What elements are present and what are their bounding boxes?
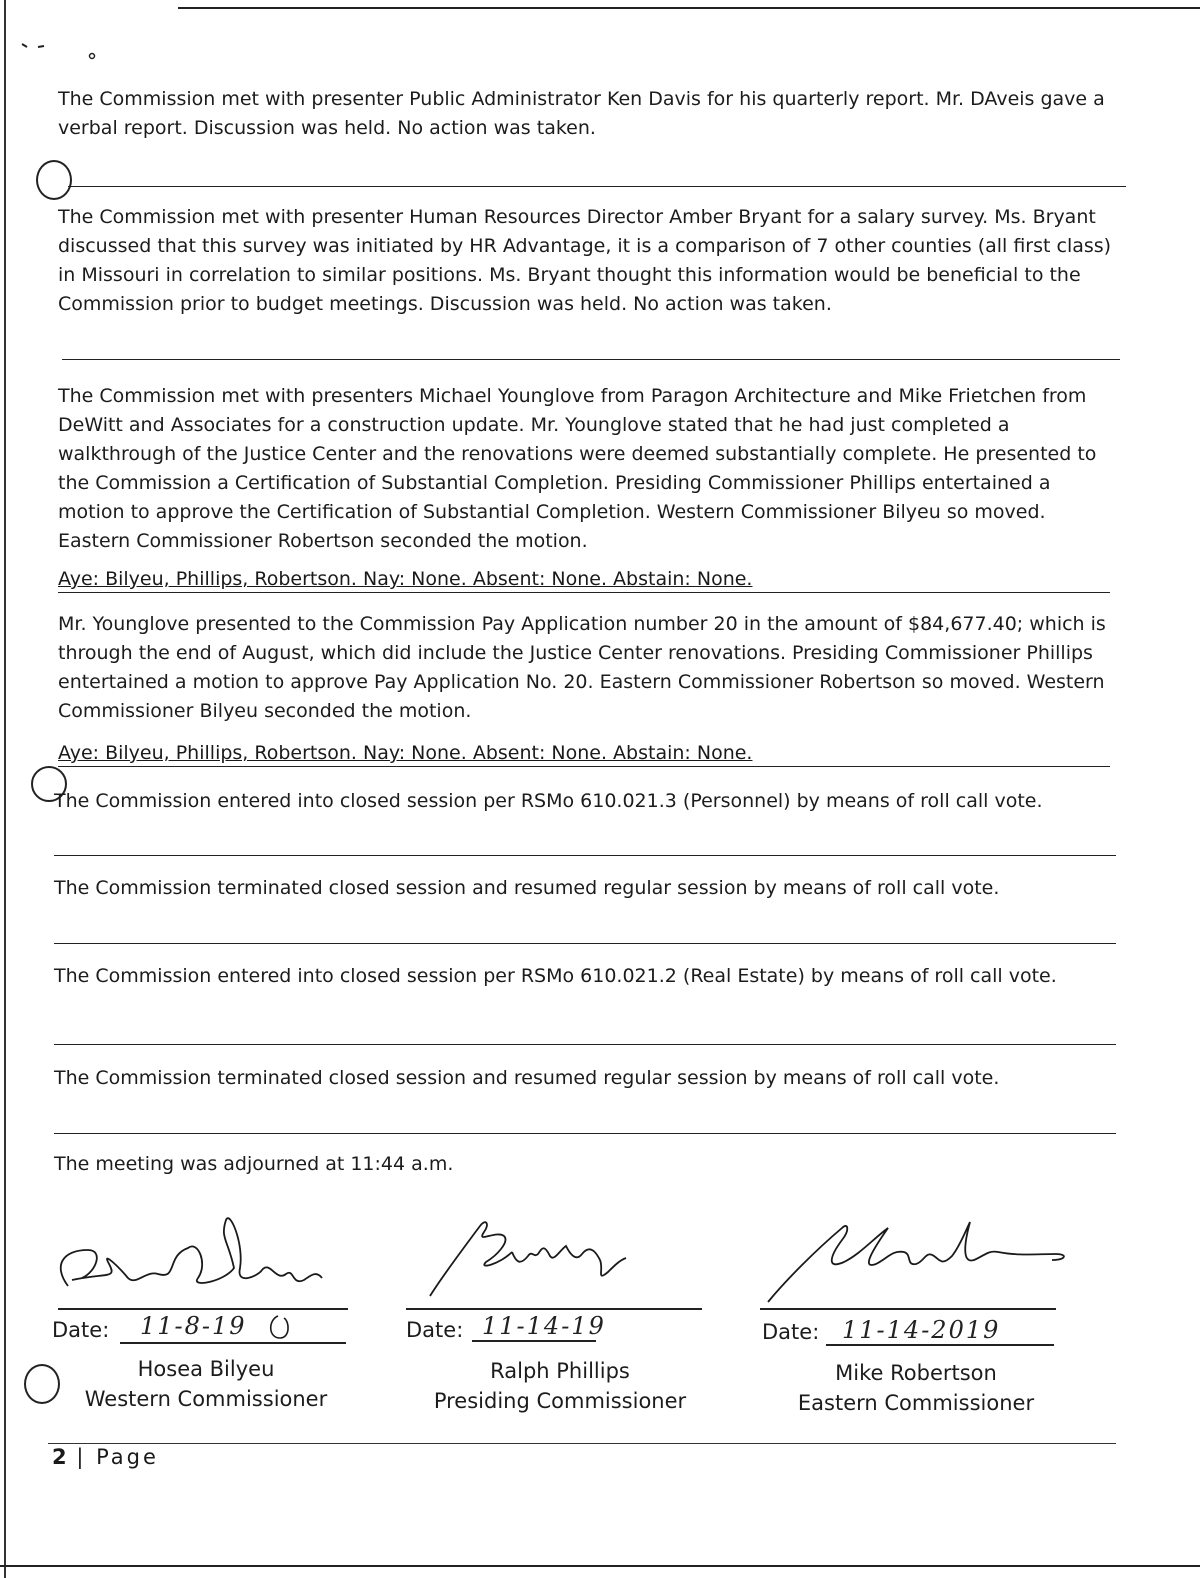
section-divider [54,1133,1116,1134]
signer-title: Presiding Commissioner [433,1389,687,1413]
scan-border-left [4,0,6,1578]
paragraph-ken-davis: The Commission met with presenter Public Administrator Ken Davis for his quarterly report. Mr. DAveis gave a verbal report. Discussion was held. No action was taken. [58,88,1105,139]
paragraph-resume-2: The Commission terminated closed session and resumed regular session by means of roll call vote. [54,1067,1000,1089]
scan-border-bottom [0,1565,1200,1567]
signature-robertson [756,1200,1076,1310]
section-divider [62,359,1120,360]
signer-name: Hosea Bilyeu [137,1357,275,1381]
signature-block-robertson [756,1200,1076,1420]
footer-divider [48,1443,1116,1444]
punch-hole [24,1364,60,1404]
signature-line [760,1308,1056,1310]
signature-bilyeu [48,1200,368,1310]
section-divider [54,855,1116,856]
signer-title: Western Commissioner [84,1387,328,1411]
vote-result [58,567,1110,593]
signer-name: Ralph Phillips [490,1359,630,1383]
scan-border-top [178,7,1200,9]
page-number-value: 2 [52,1445,67,1469]
signature-date: 11-14-2019 [842,1316,1001,1344]
signature-block-phillips [400,1200,720,1420]
paragraph-construction-update: The Commission met with presenters Michael Younglove from Paragon Architecture and Mike Frietchen from DeWitt and Associates for a construction update. Mr. Younglove stated that he had just completed a walkthrough of the Justice Center and the renovations were deemed substantially complete. He presented to the Commission a Certification of Substantial Completion. Presiding Commissioner Phillips entertained a motion to approve the Certification of Substantial Completion. Western Commissioner Bilyeu so moved. Eastern Commissioner Robertson seconded the motion. [58,385,1097,552]
date-line [826,1344,1054,1346]
vote-result-text: Aye: Bilyeu, Phillips, Robertson. Nay: None. Absent: None. Abstain: None. [58,742,753,764]
signature-line [406,1308,702,1310]
paragraph-pay-application: Mr. Younglove presented to the Commission Pay Application number 20 in the amount of $84,677.40; which is through the end of August, which did include the Justice Center renovations. Presiding Commissioner Phillips entertained a motion to approve Pay Application No. 20. Eastern Commissioner Robertson so moved. Western Commissioner Bilyeu seconded the motion. [58,613,1106,722]
vote-result-text: Aye: Bilyeu, Phillips, Robertson. Nay: None. Absent: None. Abstain: None. [58,568,753,590]
signature-phillips [400,1200,720,1310]
section-divider [54,943,1116,944]
section-divider [54,1044,1116,1045]
paragraph-closed-personnel: The Commission entered into closed session per RSMo 610.021.3 (Personnel) by means of roll call vote. [54,790,1043,812]
scan-specks [20,38,110,68]
paragraph-closed-real-estate: The Commission entered into closed session per RSMo 610.021.2 (Real Estate) by means of roll call vote. [54,965,1057,987]
page-separator: | [76,1445,87,1469]
paragraph-salary-survey: The Commission met with presenter Human Resources Director Amber Bryant for a salary survey. Ms. Bryant discussed that this survey was initiated by HR Advantage, it is a comparison of 7 other counties (all first class) in Missouri in correlation to similar positions. Ms. Bryant thought this information would be beneficial to the Commission prior to budget meetings. Discussion was held. No action was taken. [58,206,1112,315]
date-label: Date: [52,1318,110,1342]
section-divider [68,186,1126,187]
signer-name: Mike Robertson [835,1361,997,1385]
signature-block-bilyeu [48,1200,368,1420]
date-label: Date: [762,1320,820,1344]
page-label: Page [96,1445,159,1469]
signature-line [58,1308,348,1310]
punch-hole [36,160,72,200]
paragraph-resume-1: The Commission terminated closed session and resumed regular session by means of roll call vote. [54,877,1000,899]
date-line [472,1340,596,1342]
signer-title: Eastern Commissioner [797,1391,1035,1415]
signature-flourish [266,1314,296,1342]
date-label: Date: [406,1318,464,1342]
paragraph-adjourned: The meeting was adjourned at 11:44 a.m. [54,1153,454,1175]
vote-result [58,741,1110,767]
signature-date: 11-8-19 [140,1312,247,1340]
date-line [120,1342,346,1344]
signature-date: 11-14-19 [482,1312,606,1340]
page-number [52,1445,159,1469]
